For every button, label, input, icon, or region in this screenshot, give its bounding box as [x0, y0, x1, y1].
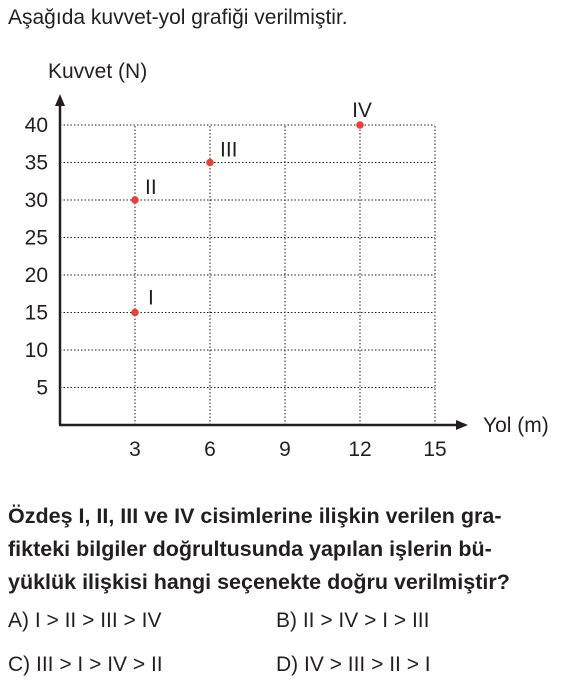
data-point: [131, 196, 139, 204]
data-point: [206, 159, 214, 167]
x-axis-arrow: [456, 420, 468, 430]
option-a[interactable]: A) I > II > III > IV: [8, 609, 162, 632]
question-line: fikteki bilgiler doğrultusunda yapılan işlerin bü-: [8, 537, 492, 561]
y-tick-label: 35: [24, 151, 48, 175]
y-tick-label: 10: [24, 339, 48, 362]
y-tick-label: 30: [24, 189, 48, 212]
data-point: [131, 309, 139, 317]
intro-text: Aşağıda kuvvet-yol grafiği verilmiştir.: [8, 6, 348, 29]
y-tick-label: 5: [36, 376, 48, 400]
question-line: yüklük ilişkisi hangi seçenekte doğru verilmiştir?: [8, 570, 510, 594]
option-b[interactable]: B) II > IV > I > III: [276, 609, 430, 632]
x-tick-label: 3: [129, 438, 141, 461]
y-axis-label: Kuvvet (N): [48, 60, 148, 83]
x-axis-label: Yol (m): [483, 414, 549, 437]
question-line: Özdeş I, II, III ve IV cisimlerine ilişkin verilen gra-: [8, 504, 502, 528]
x-tick-label: 6: [204, 438, 216, 461]
option-c[interactable]: C) III > I > IV > II: [8, 653, 163, 676]
x-tick-label: 15: [423, 438, 447, 461]
x-tick-label: 12: [348, 438, 372, 461]
y-tick-label: 40: [24, 114, 48, 137]
y-tick-label: 15: [24, 301, 48, 325]
x-tick-label: 9: [279, 438, 291, 461]
tick-labels: [25, 114, 447, 461]
grid: [60, 125, 435, 425]
axes: [55, 94, 468, 430]
y-axis-arrow: [55, 94, 65, 106]
data-point-label: IV: [352, 99, 372, 122]
option-d[interactable]: D) IV > III > II > I: [276, 653, 431, 676]
question-text: [8, 500, 580, 599]
data-point-label: I: [148, 286, 154, 310]
y-tick-label: 20: [24, 264, 48, 287]
data-point-label: II: [145, 176, 157, 199]
data-point: [356, 121, 364, 129]
data-point-label: III: [220, 138, 238, 162]
y-tick-label: 25: [24, 226, 48, 250]
data-points: [131, 99, 372, 316]
